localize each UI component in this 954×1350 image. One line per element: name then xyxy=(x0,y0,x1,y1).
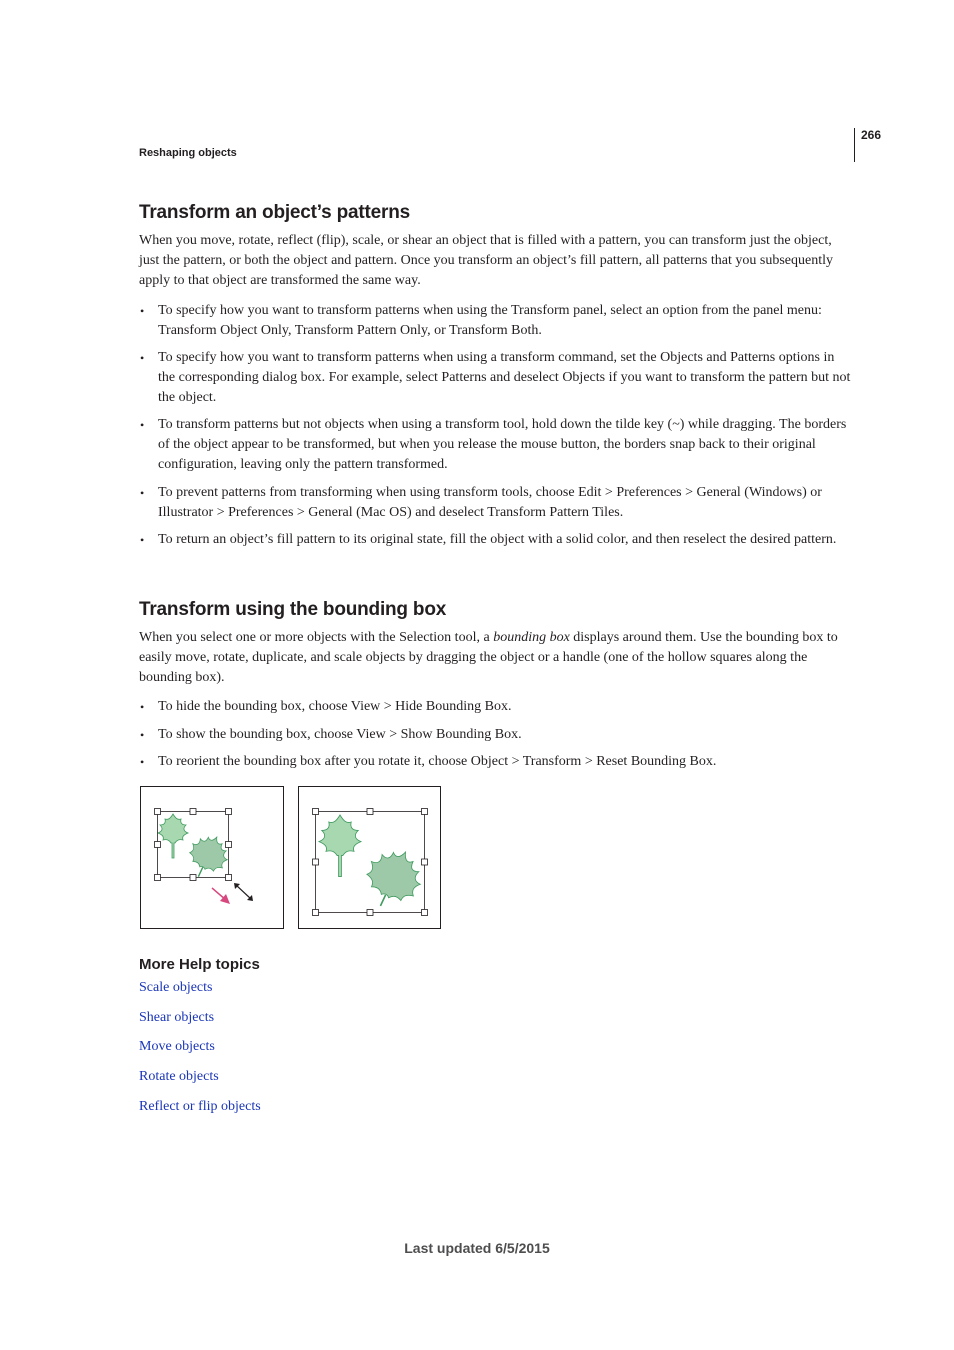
section-intro-patterns: When you move, rotate, reflect (flip), scale, or shear an object that is filled with a pattern, you can transform just the object, just the pattern, or both the object and pattern. Once you transform an object’s fill pattern, all patterns that you subsequently apply to that object are transformed the same way. xyxy=(139,233,833,288)
section-intro-bounding-box: When you select one or more objects with the Selection tool, a bounding box displays around them. Use the bounding box to easily move, rotate, duplicate, and scale objects by dragging the object or a handle (one of the hollow squares along the bounding box). xyxy=(139,630,838,685)
running-head: Reshaping objects xyxy=(139,147,237,159)
link-reflect-objects[interactable]: Reflect or flip objects xyxy=(139,1098,261,1114)
more-help-title: More Help topics xyxy=(139,956,260,973)
term-bounding-box: bounding box xyxy=(493,630,570,645)
bullet-list-patterns xyxy=(139,301,851,550)
list-item: • To reorient the bounding box after you rotate it, choose Object > Transform > Reset Bounding Box. xyxy=(139,752,851,772)
figure-bounding-box-after xyxy=(298,786,441,929)
link-shear-objects[interactable]: Shear objects xyxy=(139,1009,215,1025)
link-rotate-objects[interactable]: Rotate objects xyxy=(139,1069,219,1085)
page-number: 266 xyxy=(861,128,882,142)
link-scale-objects[interactable]: Scale objects xyxy=(139,980,213,995)
list-item: • To specify how you want to transform patterns when using a transform command, set the Objects and Patterns options in the corresponding dialog box. For example, select Patterns and deselect Objects if you want to transform the pattern but not the object. xyxy=(139,348,851,408)
section-title-patterns: Transform an object’s patterns xyxy=(139,202,410,223)
list-item: • To specify how you want to transform patterns when using the Transform panel, select an option from the panel menu: Transform Object Only, Transform Pattern Only, or Transform Both. xyxy=(139,301,851,341)
list-item: • To show the bounding box, choose View > Show Bounding Box. xyxy=(139,725,851,745)
footer-last-updated: Last updated 6/5/2015 xyxy=(404,1240,550,1256)
figure-bounding-box-before xyxy=(140,786,284,929)
page-number-rule xyxy=(854,128,855,162)
list-item: • To prevent patterns from transforming when using transform tools, choose Edit > Preferences > General (Windows) or Illustrator > Preferences > General (Mac OS) and deselect Transform Pattern Tiles. xyxy=(139,483,851,523)
list-item: • To hide the bounding box, choose View > Hide Bounding Box. xyxy=(139,697,851,717)
list-item: • To transform patterns but not objects when using a transform tool, hold down the tilde key (~) while dragging. The borders of the object appear to be transformed, but when you release the mouse button, the borders snap back to their original configuration, leaving only the pattern transformed. xyxy=(139,415,851,475)
section-title-bounding-box: Transform using the bounding box xyxy=(139,599,447,620)
list-item: • To return an object’s fill pattern to its original state, fill the object with a solid color, and then reselect the desired pattern. xyxy=(139,530,851,550)
more-help-links xyxy=(139,978,261,1126)
bullet-list-bounding-box xyxy=(139,697,851,772)
link-move-objects[interactable]: Move objects xyxy=(139,1039,215,1055)
